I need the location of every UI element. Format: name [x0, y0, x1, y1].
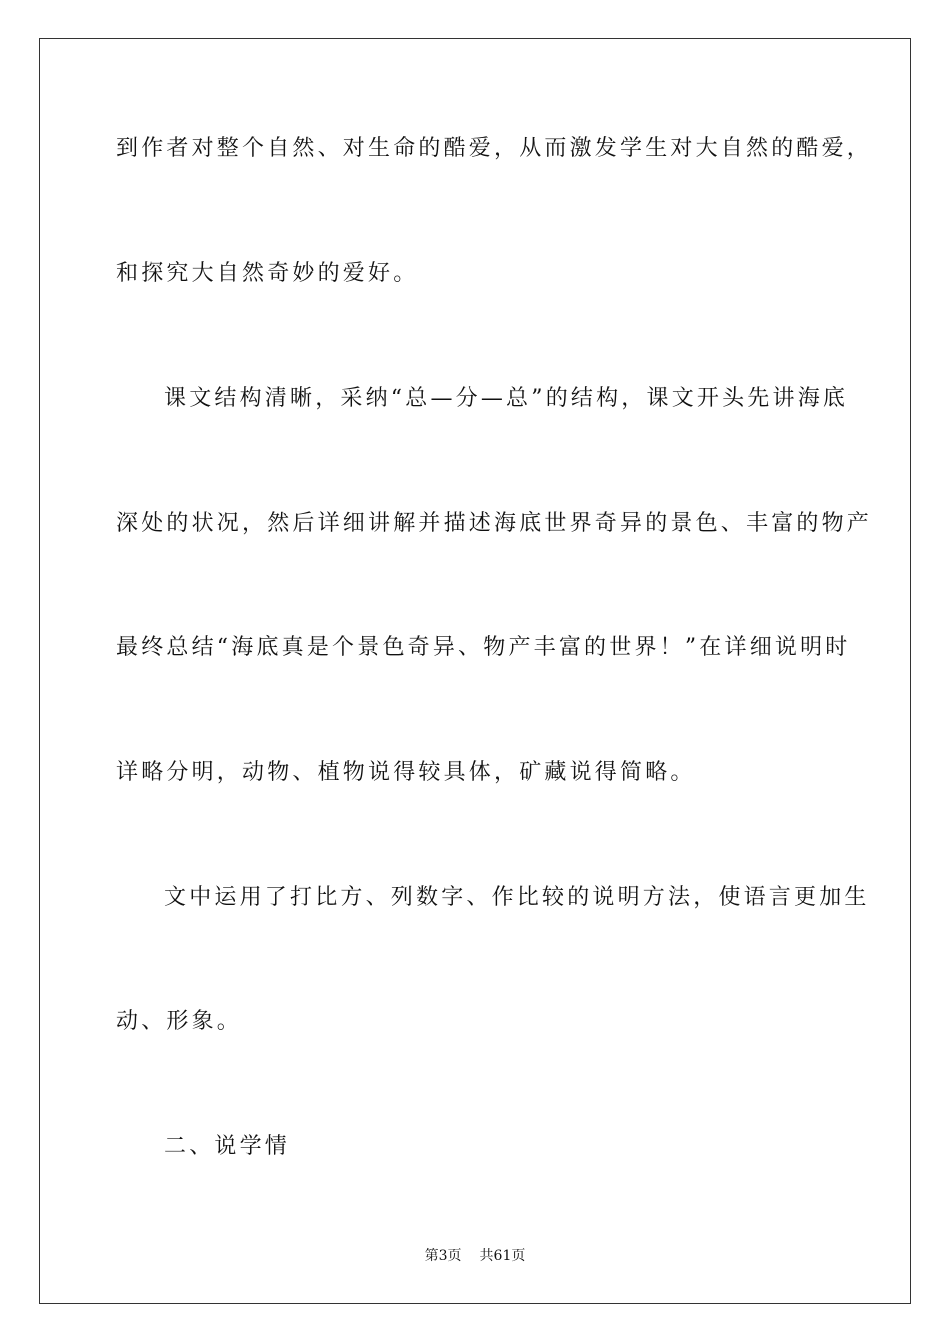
paragraph-line: 文中运用了打比方、列数字、作比较的说明方法，使语言更加生 — [164, 885, 870, 910]
paragraph-line: 最终总结“海底真是个景色奇异、物产丰富的世界！”在详细说明时 — [116, 635, 851, 660]
page-footer — [0, 1246, 950, 1266]
paragraph-line: 深处的状况，然后详细讲解并描述海底世界奇异的景色、丰富的物产 — [116, 511, 873, 536]
section-heading: 二、说学情 — [164, 1134, 291, 1159]
page-number: 第3页 — [424, 1248, 462, 1264]
page-border — [39, 38, 911, 1304]
paragraph-line: 到作者对整个自然、对生命的酷爱，从而激发学生对大自然的酷爱， — [116, 136, 873, 161]
paragraph-line: 和探究大自然奇妙的爱好。 — [116, 261, 419, 286]
paragraph-line: 动、形象。 — [116, 1009, 243, 1034]
page-total: 共61页 — [479, 1248, 526, 1264]
paragraph-line: 课文结构清晰，采纳“总—分—总”的结构，课文开头先讲海底 — [164, 386, 849, 411]
paragraph-line: 详略分明，动物、植物说得较具体，矿藏说得简略。 — [116, 760, 696, 785]
